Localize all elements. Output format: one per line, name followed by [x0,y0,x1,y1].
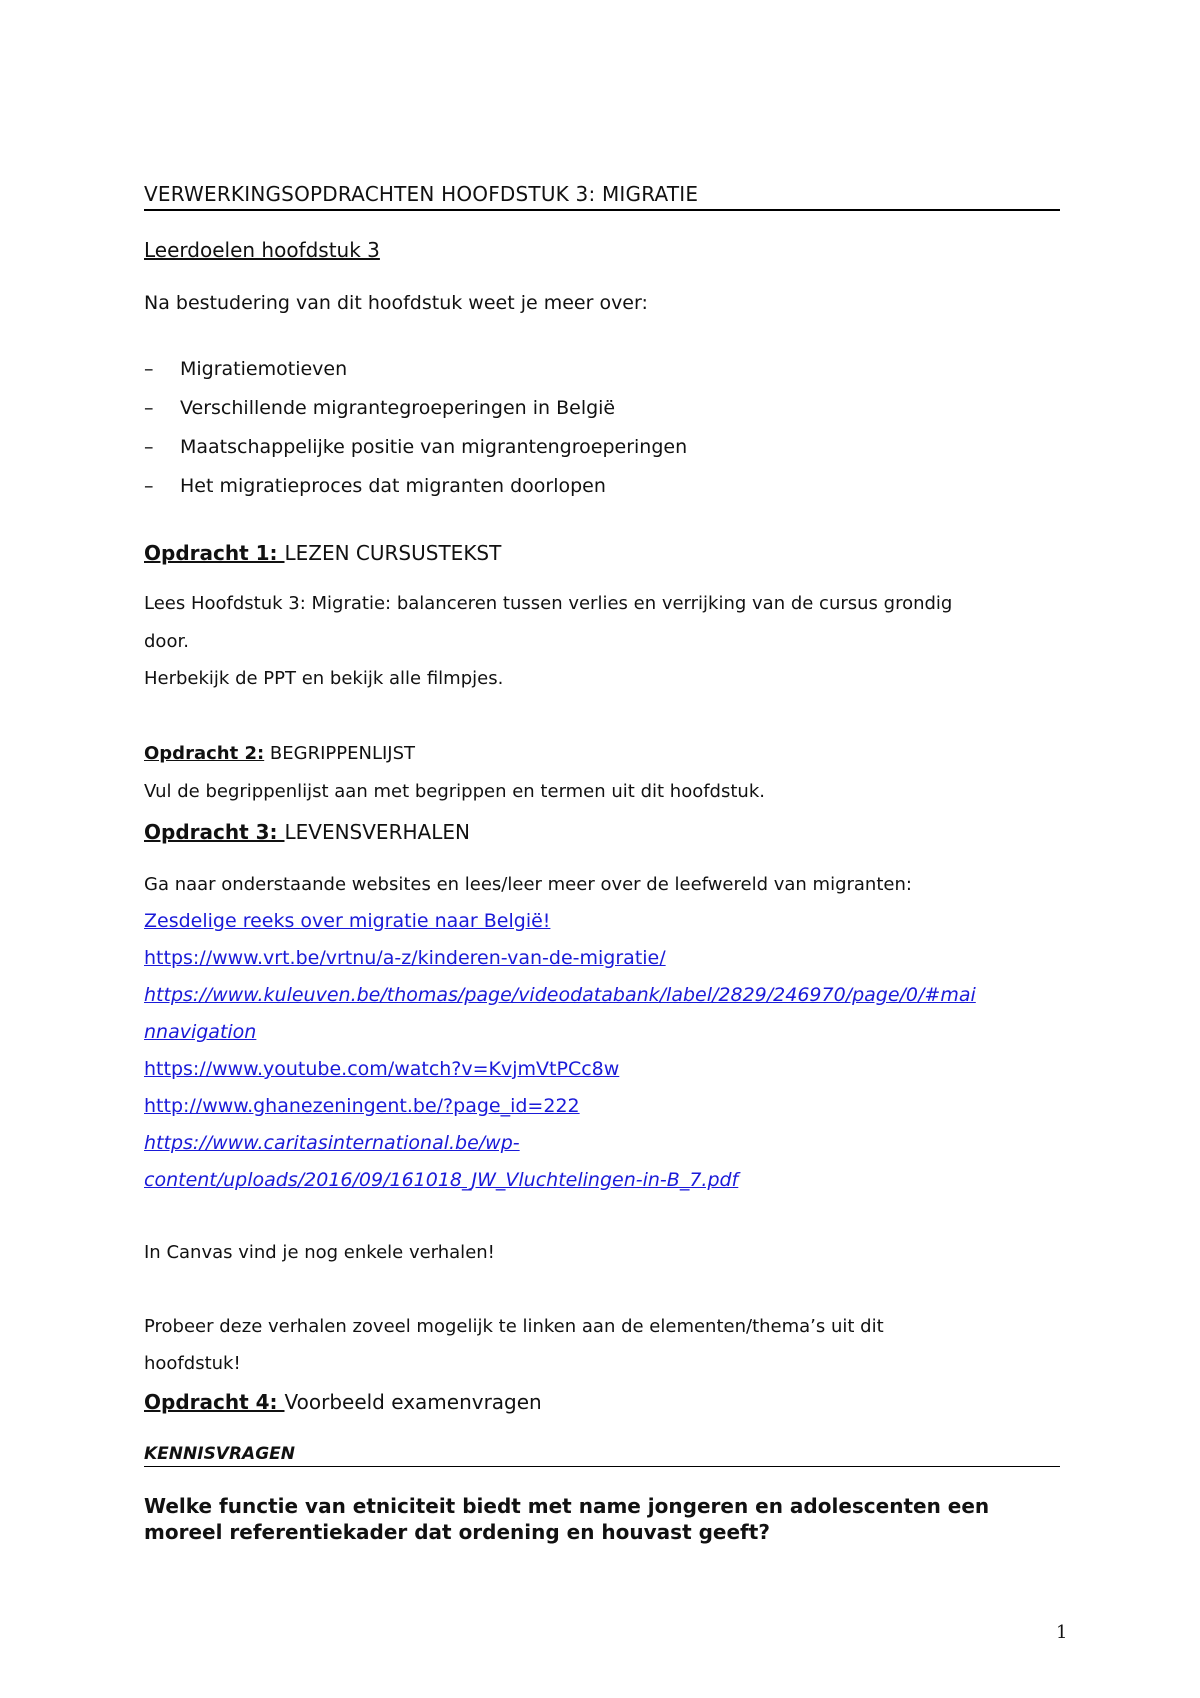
exam-question: moreel referentiekader dat ordening en houvast geeft? [144,1520,770,1544]
opdracht1-label: Opdracht 1: [144,541,285,565]
link-zesdelige-reeks[interactable]: Zesdelige reeks over migratie naar België! [144,910,551,932]
page-title: VERWERKINGSOPDRACHTEN HOOFDSTUK 3: MIGRATIE [144,182,1060,211]
opdracht1-title: LEZEN CURSUSTEKST [284,541,502,565]
link-kuleuven-continued[interactable]: nnavigation [144,1021,257,1043]
opdracht2-label: Opdracht 2: [144,743,265,764]
opdracht4-heading [144,1390,542,1414]
opdracht2-heading [144,743,415,764]
opdracht3-intro: Ga naar onderstaande websites en lees/leer meer over de leefwereld van migranten: [144,874,912,895]
link-caritas-continued[interactable]: content/uploads/2016/09/161018_JW_Vluchtelingen-in-B_7.pdf [144,1169,739,1191]
list-item-text: Verschillende migrantegroeperingen in België [180,397,616,419]
opdracht3-label: Opdracht 3: [144,820,285,844]
list-dash: – [144,436,154,458]
list-item-text: Migratiemotieven [180,358,348,380]
link-vrt[interactable]: https://www.vrt.be/vrtnu/a-z/kinderen-van-de-migratie/ [144,947,666,969]
list-dash: – [144,475,154,497]
opdracht1-line: door. [144,631,189,652]
link-youtube[interactable]: https://www.youtube.com/watch?v=KvjmVtPCc8w [144,1058,620,1080]
list-item-text: Maatschappelijke positie van migrantengroeperingen [180,436,688,458]
link-kuleuven[interactable]: https://www.kuleuven.be/thomas/page/videodatabank/label/2829/246970/page/0/#mai [144,984,976,1006]
probeer-line: hoofdstuk! [144,1353,241,1374]
canvas-note: In Canvas vind je nog enkele verhalen! [144,1242,495,1263]
leerdoelen-heading: Leerdoelen hoofdstuk 3 [144,238,380,262]
link-caritas[interactable]: https://www.caritasinternational.be/wp- [144,1132,520,1154]
probeer-line: Probeer deze verhalen zoveel mogelijk te linken aan de elementen/thema’s uit dit [144,1316,884,1337]
opdracht3-heading [144,820,470,844]
opdracht1-heading [144,541,501,565]
kennisvragen-heading: KENNISVRAGEN [144,1444,1060,1467]
opdracht1-line: Lees Hoofdstuk 3: Migratie: balanceren tussen verlies en verrijking van de cursus grondig [144,593,953,614]
list-dash: – [144,358,154,380]
list-dash: – [144,397,154,419]
opdracht2-line: Vul de begrippenlijst aan met begrippen en termen uit dit hoofdstuk. [144,781,765,802]
opdracht2-title: BEGRIPPENLIJST [264,743,416,764]
opdracht4-label: Opdracht 4: [144,1390,285,1414]
opdracht4-title: Voorbeeld examenvragen [284,1390,542,1414]
exam-question: Welke functie van etniciteit biedt met name jongeren en adolescenten een [144,1494,990,1518]
list-item-text: Het migratieproces dat migranten doorlopen [180,475,606,497]
link-ghanezeningent[interactable]: http://www.ghanezeningent.be/?page_id=222 [144,1095,580,1117]
opdracht3-title: LEVENSVERHALEN [284,820,470,844]
leerdoelen-intro: Na bestudering van dit hoofdstuk weet je meer over: [144,292,648,314]
page-number: 1 [1056,1622,1068,1643]
opdracht1-line: Herbekijk de PPT en bekijk alle filmpjes. [144,668,504,689]
